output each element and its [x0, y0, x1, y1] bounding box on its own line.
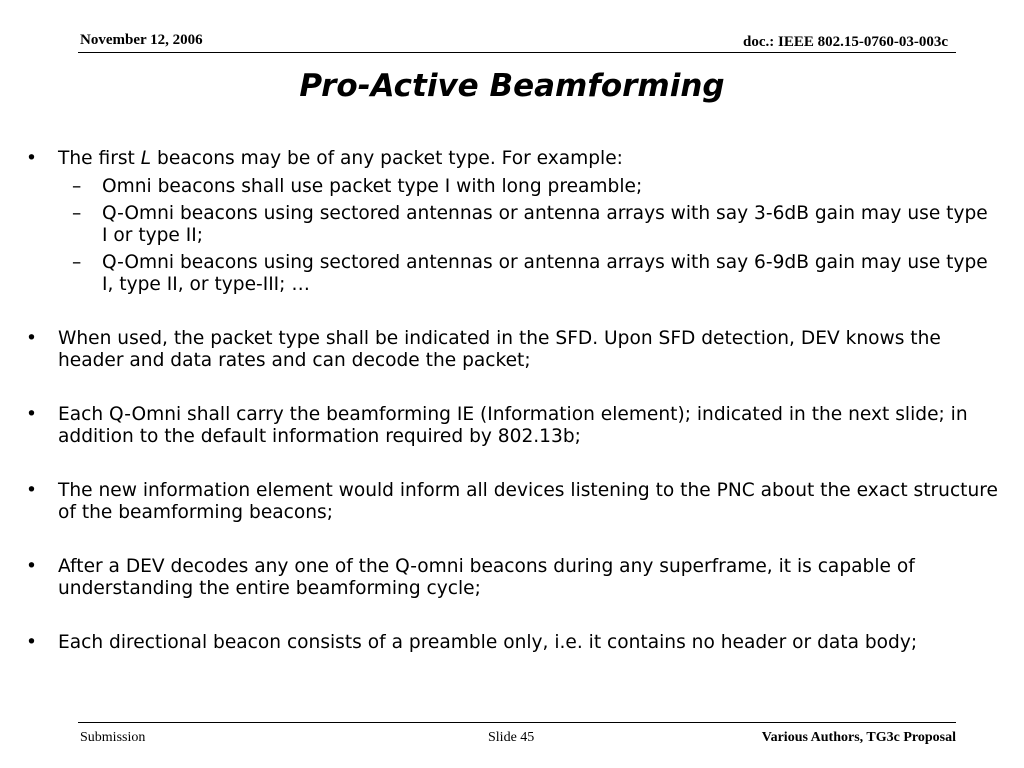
- header-doc-id: doc.: IEEE 802.15-0760-03-003c: [743, 34, 948, 50]
- header-divider: [78, 52, 956, 53]
- sub-bullet-item: [26, 203, 998, 247]
- bullet-marker: •: [26, 556, 37, 577]
- sub-bullet-item: [26, 252, 998, 296]
- footer-divider: [78, 722, 956, 723]
- header-date: November 12, 2006: [80, 32, 203, 48]
- bullet-item: [26, 632, 998, 654]
- dash-marker: –: [72, 176, 82, 197]
- bullet-item: [26, 556, 998, 600]
- bullet-marker: •: [26, 148, 37, 169]
- bullet-item: [26, 480, 998, 524]
- bullet-item: [26, 404, 998, 448]
- slide-body: [26, 148, 998, 654]
- bullet-text: The new information element would inform all devices listening to the PNC about the exact structure of the beamforming beacons;: [58, 480, 998, 523]
- footer-authors: Various Authors, TG3c Proposal: [761, 730, 956, 745]
- bullet-marker: •: [26, 328, 37, 349]
- bullet-text: The first: [58, 148, 141, 169]
- dash-marker: –: [72, 252, 82, 273]
- bullet-marker: •: [26, 632, 37, 653]
- bullet-text: When used, the packet type shall be indicated in the SFD. Upon SFD detection, DEV knows the header and data rates and can decode the packet;: [58, 328, 941, 371]
- bullet-text: Each directional beacon consists of a preamble only, i.e. it contains no header or data body;: [58, 632, 918, 653]
- bullet-item: [26, 148, 998, 170]
- footer-slide-number: Slide 45: [488, 730, 535, 745]
- footer-submission: Submission: [80, 730, 146, 745]
- slide-title: Pro-Active Beamforming: [299, 68, 725, 104]
- bullet-text: Each Q-Omni shall carry the beamforming IE (Information element); indicated in the next slide; in addition to the default information required by 802.13b;: [58, 404, 968, 447]
- sub-bullet-item: [26, 176, 998, 198]
- bullet-marker: •: [26, 480, 37, 501]
- sub-bullet-text: Q-Omni beacons using sectored antennas or antenna arrays with say 3-6dB gain may use type I or type II;: [102, 203, 988, 246]
- sub-bullet-text: Omni beacons shall use packet type I with long preamble;: [102, 176, 643, 197]
- bullet-text-italic: L: [140, 148, 152, 169]
- bullet-text: beacons may be of any packet type. For example:: [151, 148, 623, 169]
- bullet-marker: •: [26, 404, 37, 425]
- dash-marker: –: [72, 203, 82, 224]
- bullet-text: After a DEV decodes any one of the Q-omni beacons during any superframe, it is capable of understanding the entire beamforming cycle;: [58, 556, 915, 599]
- bullet-item: [26, 328, 998, 372]
- sub-bullet-text: Q-Omni beacons using sectored antennas or antenna arrays with say 6-9dB gain may use type I, type II, or type-III; …: [102, 252, 988, 295]
